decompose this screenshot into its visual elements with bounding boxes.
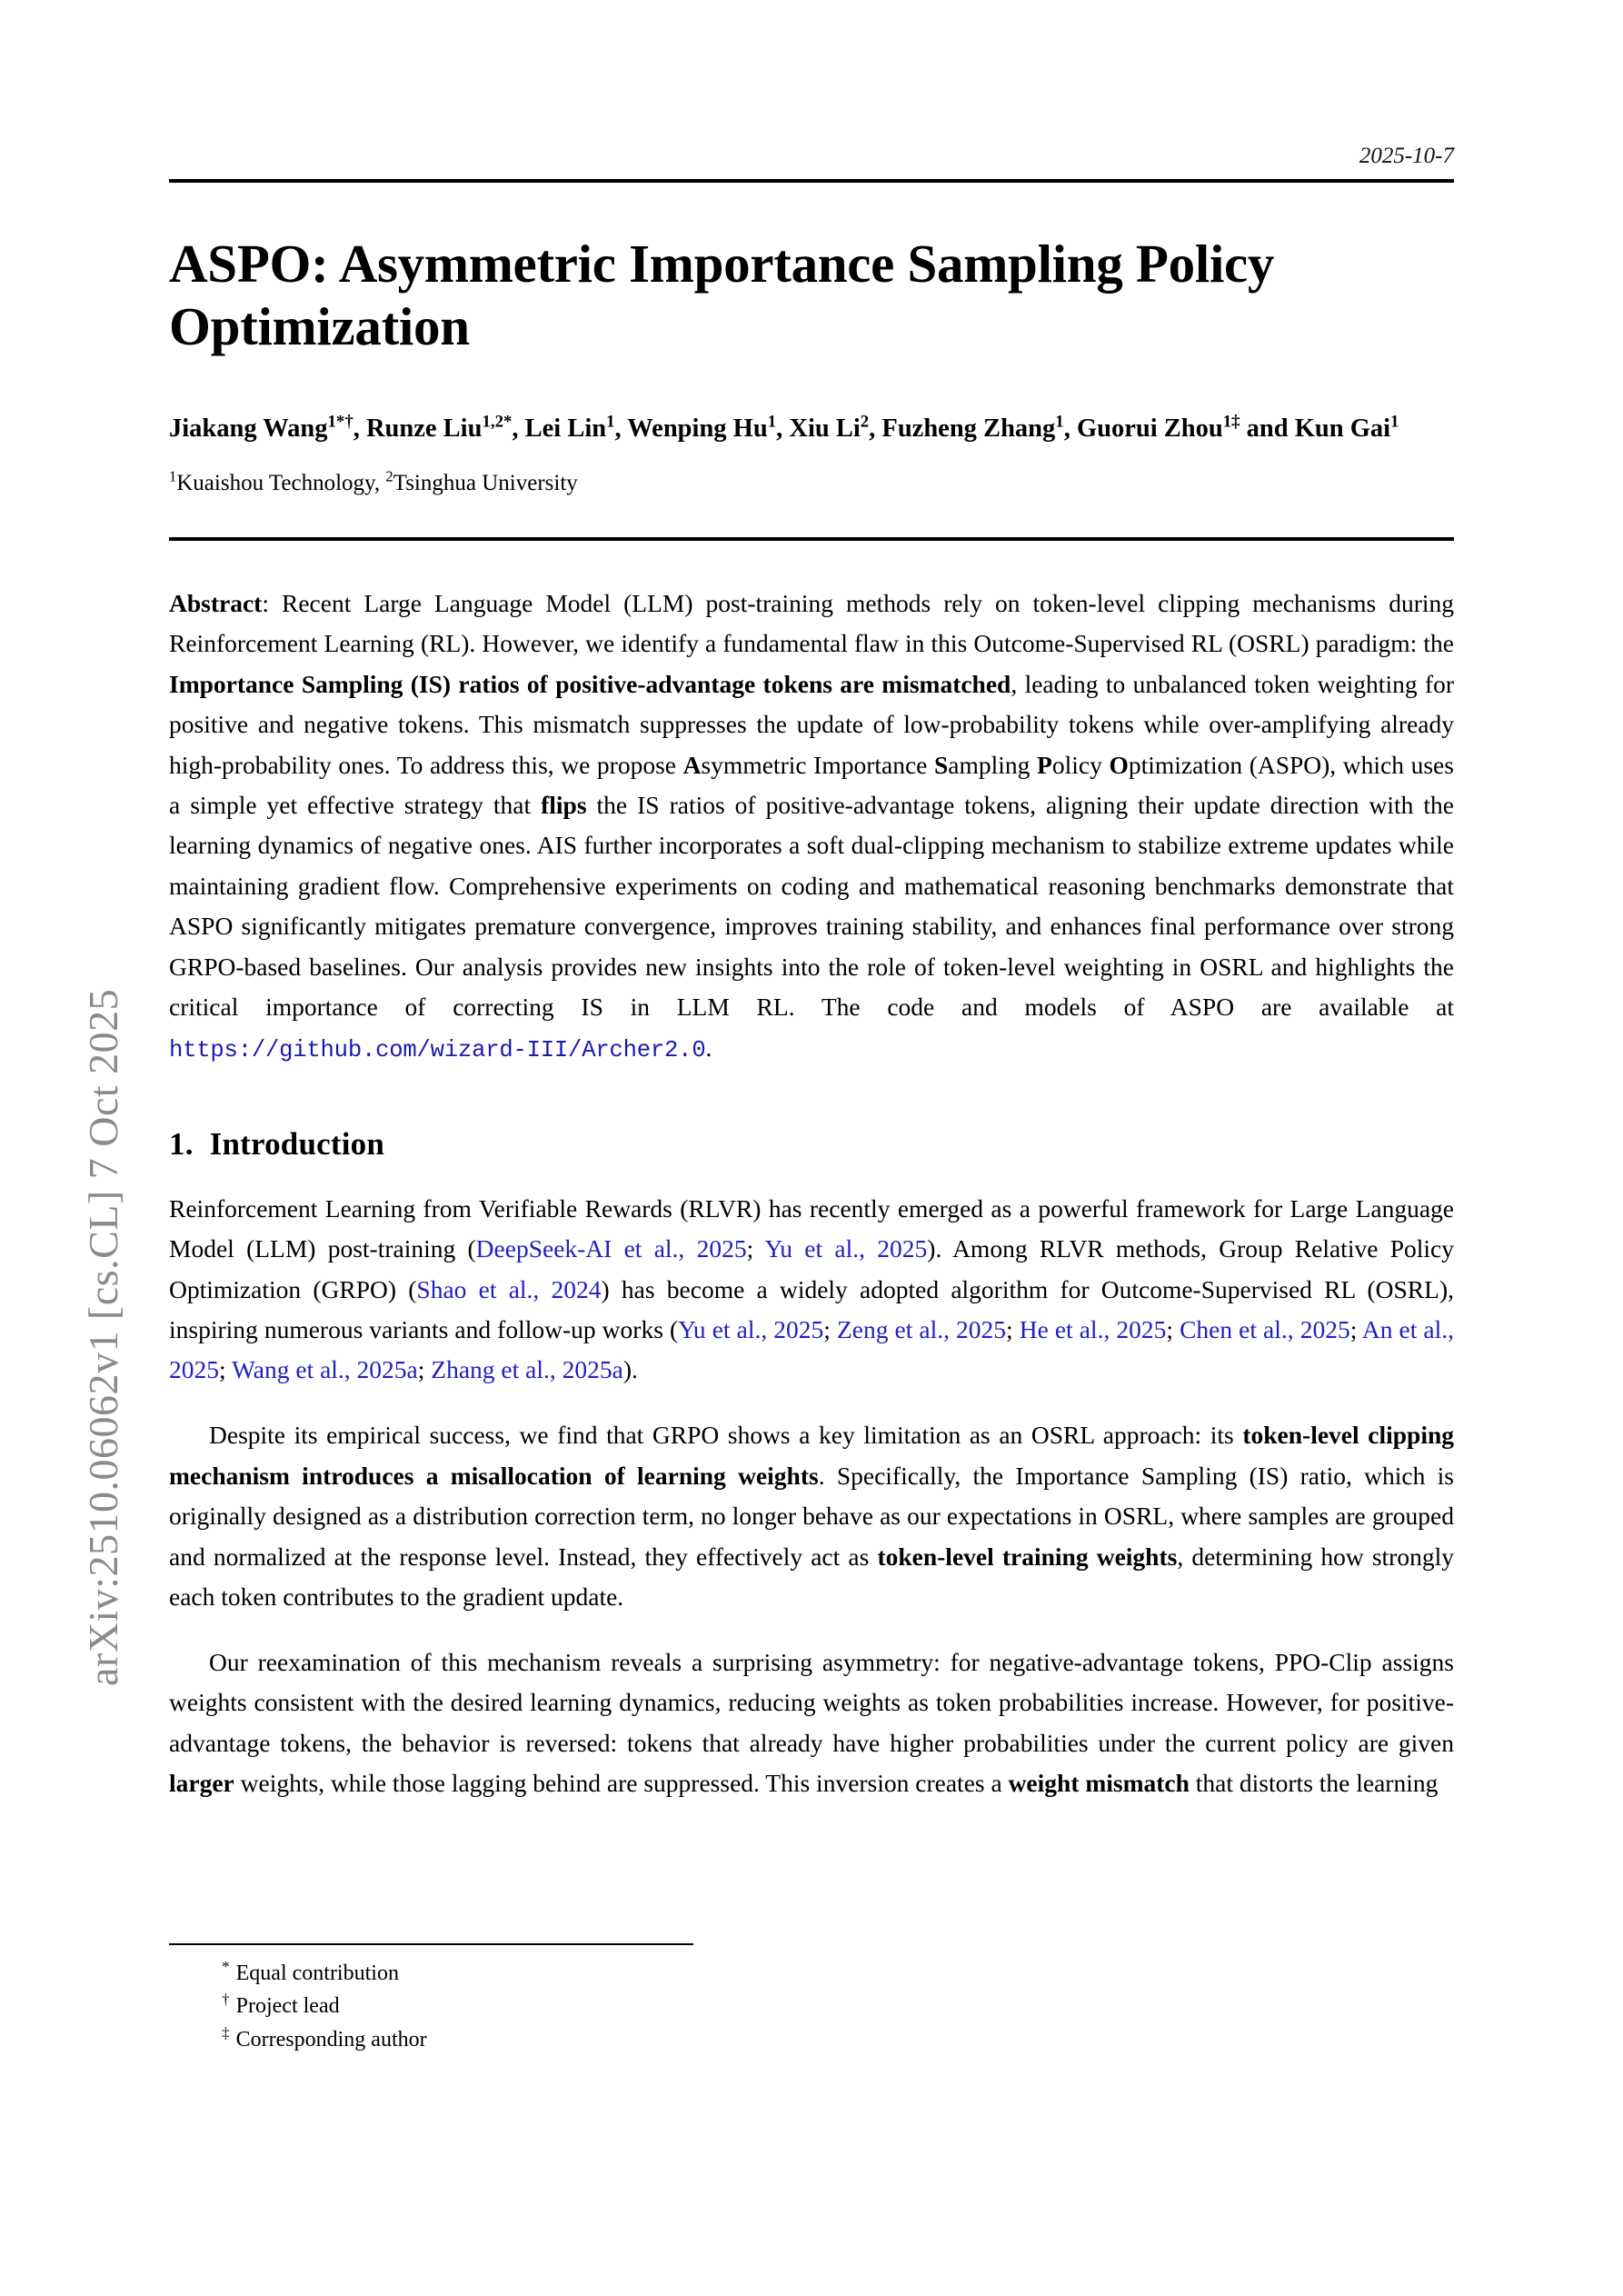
abstract-rule (169, 537, 1454, 541)
header-date: 2025-10-7 (1359, 144, 1454, 168)
section-title: Introduction (209, 1125, 385, 1162)
footnote-item (222, 1990, 1454, 2022)
intro-paragraph-1: Reinforcement Learning from Verifiable Rewards (RLVR) has recently emerged as a powerful framework for Large Language Model (LLM) post-training (DeepSeek-AI et al., 2025; Yu et al., 2025). Among RLVR methods, Group Relative Policy Optimization (GRPO) (Shao et al., 2024) has become a widely adopted algorithm for Outcome-Supervised RL (OSRL), inspiring numerous variants and follow-up works (Yu et al., 2025; Zeng et al., 2025; He et al., 2025; Chen et al., 2025; An et al., 2025; Wang et al., 2025a; Zhang et al., 2025a). (169, 1193, 1455, 1384)
footnote-text: Equal contribution (235, 1962, 399, 1985)
footnote-text: Project lead (235, 1994, 340, 2019)
page-title: ASPO: Asymmetric Importance Sampling Policy Optimization (169, 233, 1275, 357)
intro-paragraph-2: Despite its empirical success, we find that GRPO shows a key limitation as an OSRL approach: its token-level clipping mechanism introduces a misallocation of learning weights. Specifically, the Importance Sampling (IS) ratio, which is originally designed as a distribution correction term, no longer behave as our expectations in OSRL, where samples are grouped and normalized at the response level. Instead, they effectively act as token-level training weights, determining how strongly each token contributes to the gradient update. (169, 1421, 1454, 1611)
affiliation-list: $^1$Kuaishou Technology, $^2$Tsinghua University (169, 467, 578, 496)
footnote-item (222, 1957, 1454, 1990)
arxiv-identifier-stamp: arXiv:2510.06062v1 [cs.CL] 7 Oct 2025 (79, 988, 126, 1686)
footnote-item (222, 2023, 1454, 2056)
footnote-block (169, 1943, 1454, 2056)
section-heading-introduction (169, 1126, 1454, 1163)
author-list: Jiakang Wang$^{1*\dagger}$, Runze Liu$^{1,2*}$, Lei Lin$^1$, Wenping Hu$^1$, Xiu Li$^2$, Fuzheng Zhang$^1$, Guorui Zhou$^{1\ddagger}$ and Kun Gai$^1$ (169, 412, 1399, 443)
footnote-marker: † (222, 1991, 230, 2009)
abstract-text: Abstract: Recent Large Language Model (LLM) post-training methods rely on token-level clipping mechanisms during Reinforcement Learning (RL). However, we identify a fundamental flaw in this Outcome-Supervised RL (OSRL) paradigm: the Importance Sampling (IS) ratios of positive-advantage tokens are mismatched, leading to unbalanced token weighting for positive and negative tokens. This mismatch suppresses the update of low-probability tokens while over-amplifying already high-probability ones. To address this, we propose Asymmetric Importance Sampling Policy Optimization (ASPO), which uses a simple yet effective strategy that flips the IS ratios of positive-advantage tokens, aligning their update direction with the learning dynamics of negative ones. AIS further incorporates a soft dual-clipping mechanism to stabilize extreme updates while maintaining gradient flow. Comprehensive experiments on coding and mathematical reasoning benchmarks demonstrate that ASPO significantly mitigates premature convergence, improves training stability, and enhances final performance over strong GRPO-based baselines. Our analysis provides new insights into the role of token-level weighting in OSRL and highlights the critical importance of correcting IS in LLM RL. The code and models of ASPO are available at https://github.com/wizard-III/Archer2.0. (169, 589, 1454, 1063)
footnote-rule (169, 1943, 693, 1945)
intro-paragraph-3: Our reexamination of this mechanism reveals a surprising asymmetry: for negative-advantage tokens, PPO-Clip assigns weights consistent with the desired learning dynamics, reducing weights as token probabilities increase. However, for positive-advantage tokens, the behavior is reversed: tokens that already have higher probabilities under the current policy are given larger weights, while those lagging behind are suppressed. This inversion creates a weight mismatch that distorts the learning (169, 1647, 1454, 1798)
footnote-marker: * (222, 1958, 230, 1975)
section-number: 1. (169, 1125, 194, 1162)
content-column (169, 0, 1454, 1829)
footnote-marker: ‡ (222, 2023, 230, 2041)
header-rule (169, 179, 1454, 183)
footnote-list (169, 1957, 1454, 2056)
footnote-text: Corresponding author (235, 2027, 427, 2051)
